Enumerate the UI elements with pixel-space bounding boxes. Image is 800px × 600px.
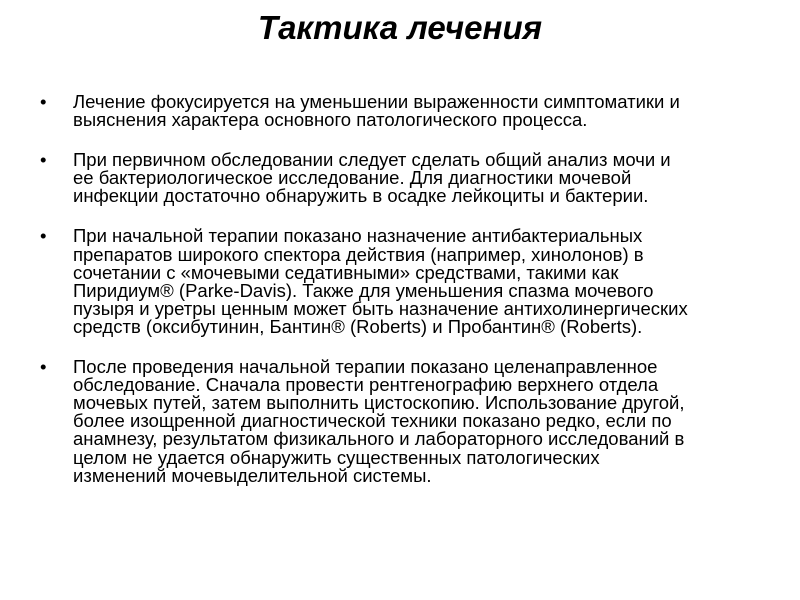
- bullet-text: После проведения начальной терапии показано целенаправленное обследование. Сначала провести рентгенографию верхнего отдела мочевых путей, затем выполнить цистоскопию. Использование другой, более изощренной диагностической техники показано редко, если по анамнезу, результатом физикального и лабораторного исследований в целом не удается обнаружить существенных патологических изменений мочевыделительной системы.: [73, 356, 685, 486]
- bullet-dot-icon: •: [40, 356, 47, 378]
- bullet-text: При первичном обследовании следует сделать общий анализ мочи и ее бактериологическое исследование. Для диагностики мочевой инфекции достаточно обнаружить в осадке лейкоциты и бактерии.: [73, 149, 671, 207]
- bullet-dot-icon: •: [40, 91, 47, 112]
- bullet-item: [0, 151, 800, 205]
- bullet-text: Лечение фокусируется на уменьшении выраженности симптоматики и выяснения характера основного патологического процесса.: [73, 91, 680, 131]
- bullet-dot-icon: •: [40, 149, 47, 171]
- bullet-item: [0, 93, 800, 129]
- bullet-text: При начальной терапии показано назначение антибактериальных препаратов широкого спектора действия (например, хинолонов) в сочетании с «мочевыми седативными» средствами, такими как Пиридиум® (Parke-Davis). Также для уменьшения спазма мочевого пузыря и уретры ценным может быть назначение антихолинергических средств (оксибутинин, Бантин® (Roberts) и Пробантин® (Roberts).: [73, 225, 688, 337]
- bullet-item: [0, 358, 800, 485]
- slide-title: Тактика лечения: [257, 9, 543, 46]
- bullet-item: [0, 227, 800, 336]
- bullet-list: [0, 93, 800, 507]
- bullet-dot-icon: •: [40, 225, 47, 247]
